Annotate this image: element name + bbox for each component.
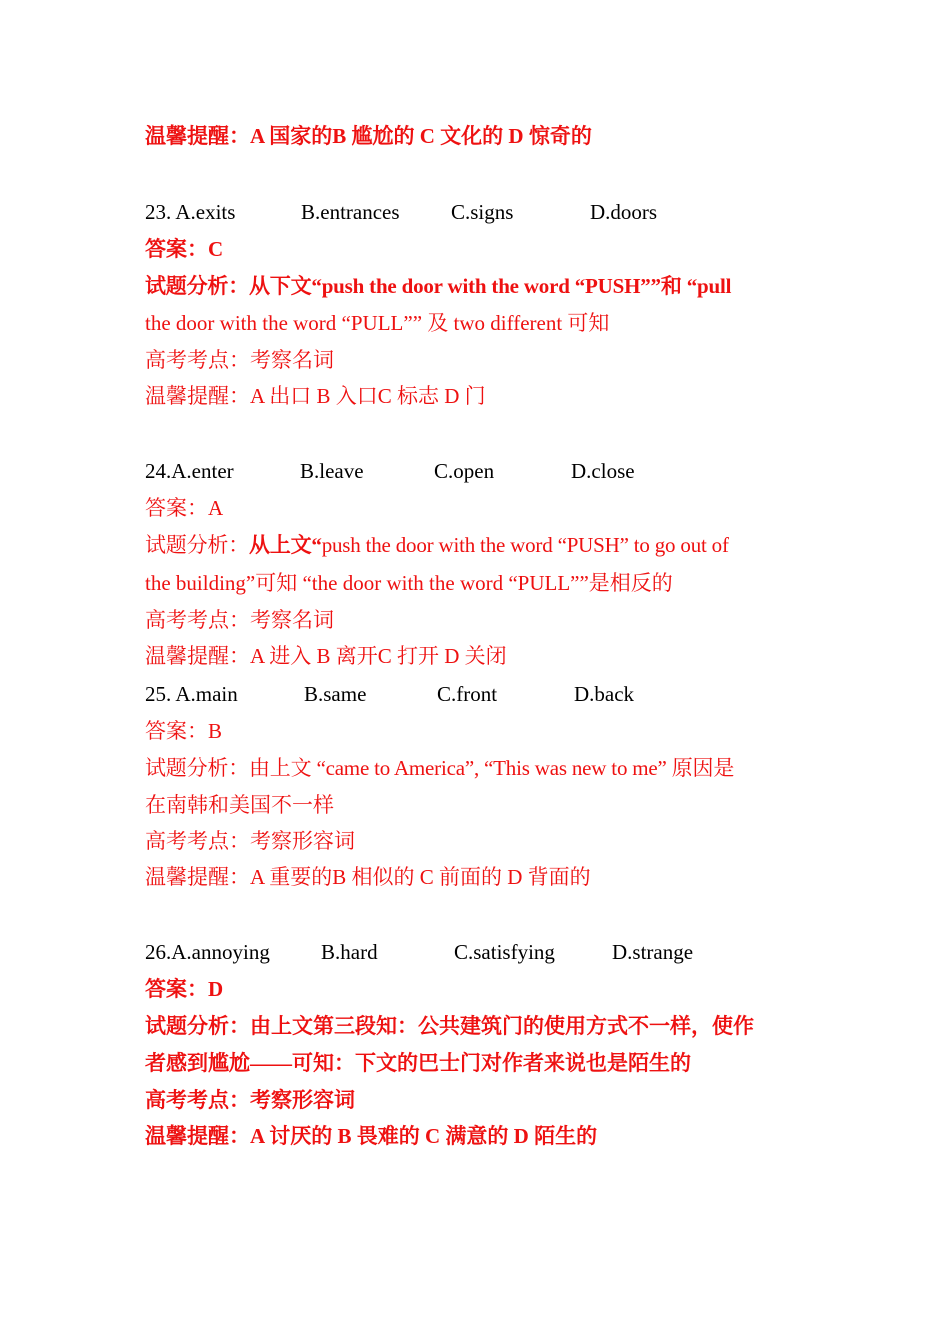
q24-option-b: B.leave [300, 459, 364, 483]
q24-option-d: D.close [571, 459, 635, 483]
q26-option-d: D.strange [612, 940, 694, 964]
q23-option-b: B.entrances [301, 200, 400, 224]
q23-tip: 温馨提醒：A 出口 B 入口C 标志 D 门 [145, 384, 486, 408]
q25-option-a: 25. A.main [145, 682, 238, 706]
q24-option-c: C.open [434, 459, 495, 483]
q25-analysis-line2: 在南韩和美国不一样 [145, 793, 334, 817]
q26-analysis-line2: 者感到尴尬——可知：下文的巴士门对作者来说也是陌生的 [145, 1051, 691, 1075]
q25-point: 高考考点：考察形容词 [145, 829, 355, 853]
q24-tip: 温馨提醒：A 进入 B 离开C 打开 D 关闭 [145, 644, 507, 668]
q24-analysis-line2: the building”可知 “the door with the word “PULL””是相反的 [145, 571, 673, 595]
q26-option-b: B.hard [321, 940, 378, 964]
q23-option-a: 23. A.exits [145, 200, 236, 224]
q26-point: 高考考点：考察形容词 [145, 1088, 355, 1112]
q25-analysis-line1: 试题分析：由上文 “came to America”, “This was new to me” 原因是 [145, 756, 735, 780]
q26-analysis-line1: 试题分析：由上文第三段知：公共建筑门的使用方式不一样，使作 [145, 1014, 754, 1038]
q24-analysis-bold: 从上文“ [249, 533, 322, 557]
q24-point: 高考考点：考察名词 [145, 608, 334, 632]
q24-analysis-label: 试题分析： [145, 533, 249, 557]
q23-option-c: C.signs [451, 200, 514, 224]
q23-analysis-text1: 试题分析：从下文“push the door with the word “PUSH””和 “pull [145, 274, 732, 298]
q23-answer: 答案：C [145, 237, 224, 261]
q25-option-b: B.same [304, 682, 367, 706]
q24-analysis-rest: push the door with the word “PUSH” to go out of [321, 533, 729, 557]
q26-option-c: C.satisfying [454, 940, 555, 964]
q25-tip: 温馨提醒：A 重要的B 相似的 C 前面的 D 背面的 [145, 865, 591, 889]
q26-answer: 答案：D [145, 977, 224, 1001]
q24-analysis-line1 [145, 532, 729, 558]
q24-option-a: 24.A.enter [145, 459, 234, 483]
q26-tip: 温馨提醒：A 讨厌的 B 畏难的 C 满意的 D 陌生的 [145, 1124, 598, 1148]
q25-option-c: C.front [437, 682, 498, 706]
q23-point: 高考考点：考察名词 [145, 348, 334, 372]
q26-option-a: 26.A.annoying [145, 940, 270, 964]
q24-answer: 答案：A [145, 496, 224, 520]
q25-answer: 答案：B [145, 719, 223, 743]
q23-analysis-line2: the door with the word “PULL”” 及 two different 可知 [145, 311, 610, 335]
q23-analysis-line1 [145, 273, 731, 299]
q22-tip: 温馨提醒：A 国家的B 尴尬的 C 文化的 D 惊奇的 [145, 124, 592, 148]
q25-option-d: D.back [574, 682, 635, 706]
q23-option-d: D.doors [590, 200, 658, 224]
